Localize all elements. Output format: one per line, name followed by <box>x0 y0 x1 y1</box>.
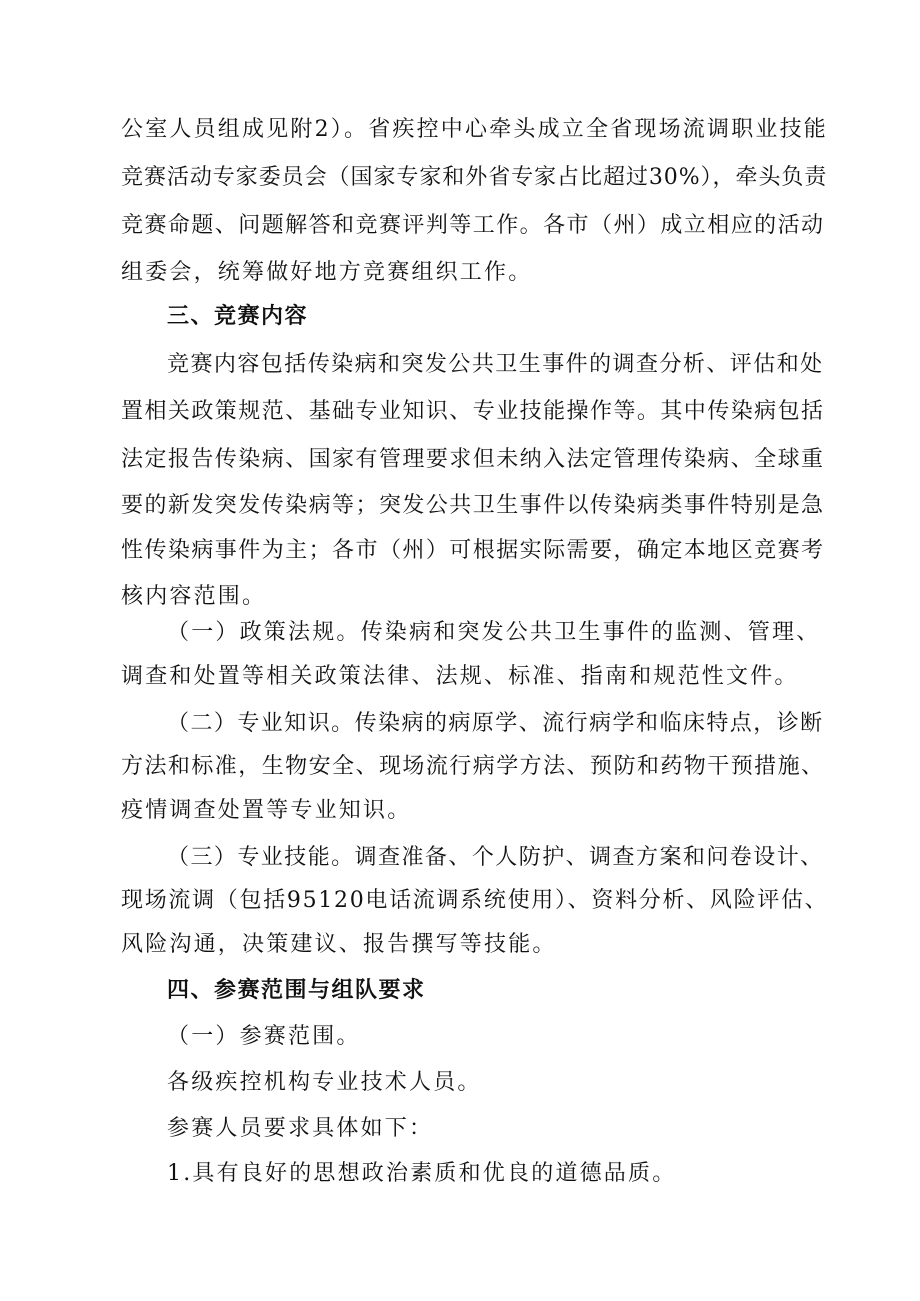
item-3-line-2: 现场流调（包括95120电话流调系统使用）、资料分析、风险评估、 <box>121 888 829 913</box>
section-3-intro-line-2: 置相关政策规范、基础专业知识、专业技能操作等。其中传染病包括 <box>121 399 825 424</box>
section-4-heading: 四、参赛范围与组队要求 <box>167 978 426 1003</box>
section-4-requirements-intro: 参赛人员要求具体如下： <box>167 1116 434 1141</box>
item-2-line-1: （二）专业知识。传染病的病原学、流行病学和临床特点，诊断 <box>167 711 824 736</box>
paragraph-org-line-4: 组委会，统筹做好地方竞赛组织工作。 <box>121 260 533 285</box>
section-4-requirement-1: 1.具有良好的思想政治素质和优良的道德品质。 <box>167 1161 677 1186</box>
section-4-sub-1: （一）参赛范围。 <box>167 1024 361 1049</box>
section-3-intro-line-1: 竞赛内容包括传染病和突发公共卫生事件的调查分析、评估和处 <box>167 352 824 377</box>
section-4-scope: 各级疾控机构专业技术人员。 <box>167 1070 482 1095</box>
paragraph-org-line-1: 公室人员组成见附2）。省疾控中心牵头成立全省现场流调职业技能 <box>121 117 828 142</box>
paragraph-org-line-2: 竞赛活动专家委员会（国家专家和外省专家占比超过30%），牵头负责 <box>121 165 828 190</box>
item-3-line-3: 风险沟通，决策建议、报告撰写等技能。 <box>121 932 557 957</box>
item-1-line-1: （一）政策法规。传染病和突发公共卫生事件的监测、管理、 <box>167 620 821 645</box>
section-3-heading: 三、竞赛内容 <box>167 304 309 329</box>
section-3-intro-line-3: 法定报告传染病、国家有管理要求但未纳入法定管理传染病、全球重 <box>121 447 825 472</box>
section-3-intro-line-6: 核内容范围。 <box>121 584 267 609</box>
section-3-intro-line-5: 性传染病事件为主；各市（州）可根据实际需要，确定本地区竞赛考 <box>121 538 825 563</box>
section-3-intro-line-4: 要的新发突发传染病等；突发公共卫生事件以传染病类事件特别是急 <box>121 493 825 518</box>
item-2-line-2: 方法和标准，生物安全、现场流行病学方法、预防和药物干预措施、 <box>121 754 825 779</box>
item-2-line-3: 疫情调查处置等专业知识。 <box>121 798 412 823</box>
item-3-line-1: （三）专业技能。调查准备、个人防护、调查方案和问卷设计、 <box>167 845 824 870</box>
item-1-line-2: 调查和处置等相关政策法律、法规、标准、指南和规范性文件。 <box>121 664 799 689</box>
paragraph-org-line-3: 竞赛命题、问题解答和竞赛评判等工作。各市（州）成立相应的活动 <box>121 213 825 238</box>
